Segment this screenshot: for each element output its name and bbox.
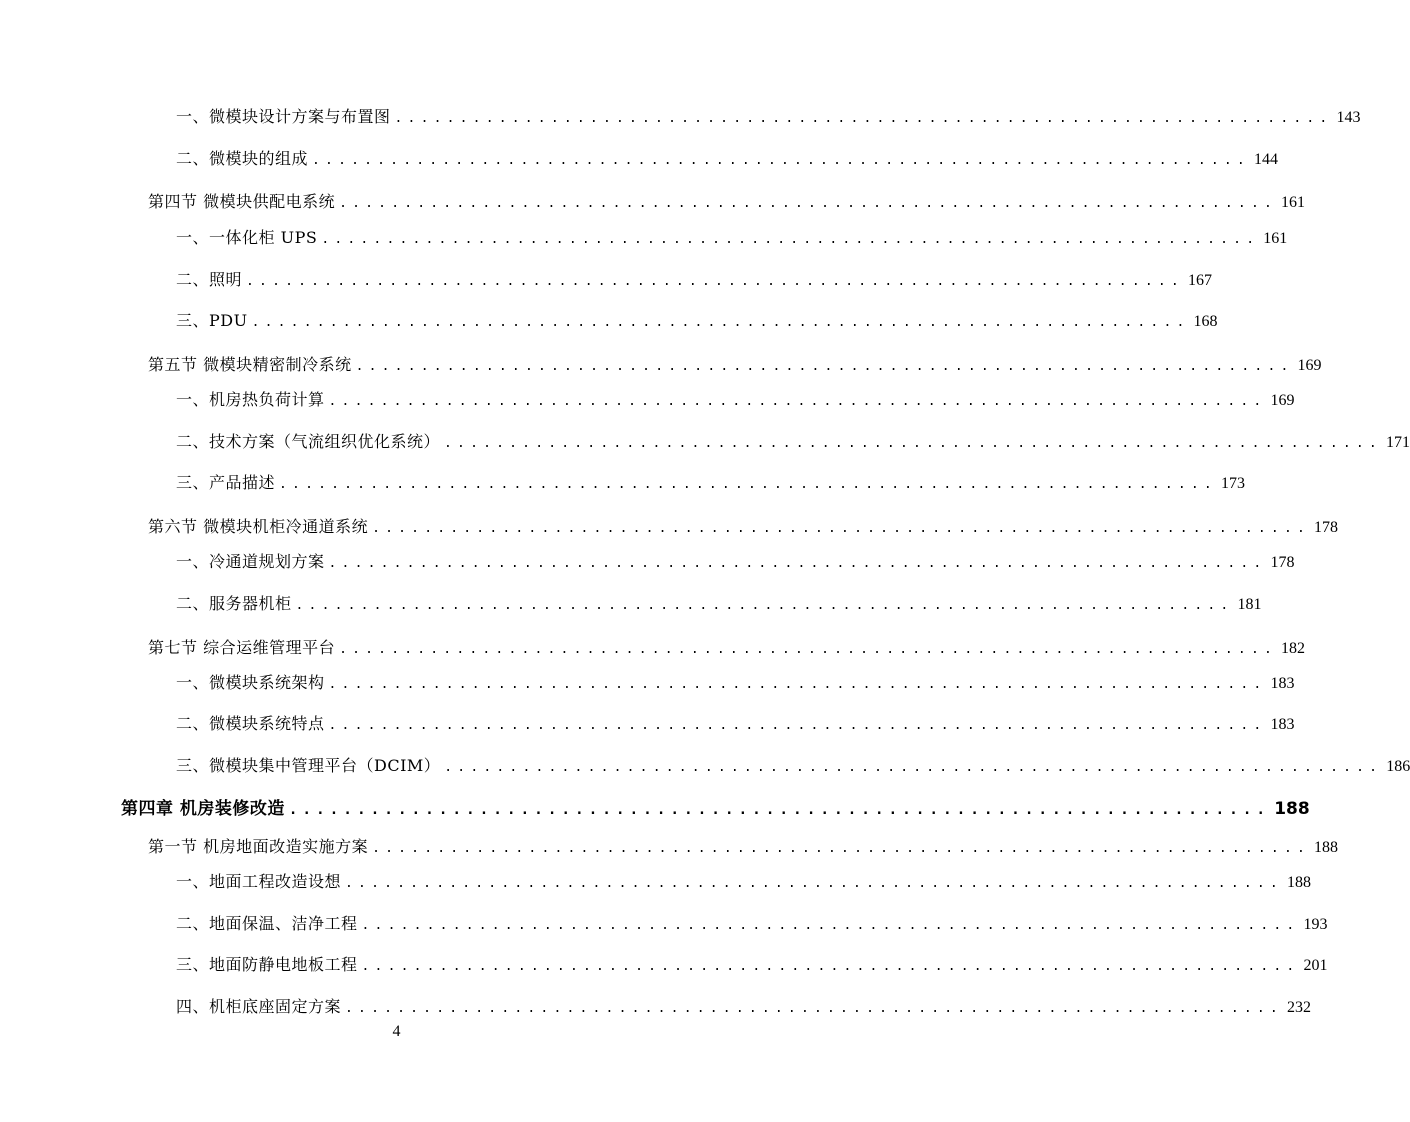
toc-entry-page: 161 [1263, 230, 1288, 247]
toc-entry-label: 第四章 机房装修改造 [121, 799, 285, 819]
toc-entry[interactable] [176, 997, 1311, 1019]
toc-entry[interactable] [176, 107, 1361, 129]
toc-entry-label: 二、照明 [176, 270, 243, 289]
toc-entry-label: 二、微模块的组成 [176, 149, 309, 168]
toc-entry-page: 169 [1270, 392, 1295, 409]
toc-entry-label: 第五节 微模块精密制冷系统 [148, 355, 352, 374]
toc-entry-label: 一、一体化柜 UPS [176, 228, 318, 247]
toc-leader-dots: ........................................................................ [355, 359, 1294, 374]
toc-entry-page: 182 [1281, 640, 1306, 657]
toc-entry[interactable] [176, 673, 1295, 695]
toc-leader-dots: ........................................................................ [328, 394, 1267, 409]
toc-entry-page: 188 [1314, 839, 1339, 856]
toc-entry-page: 144 [1253, 151, 1278, 168]
toc-entry-label: 三、产品描述 [176, 473, 276, 492]
toc-entry-label: 二、微模块系统特点 [176, 714, 325, 733]
toc-entry[interactable] [176, 473, 1245, 495]
toc-entry-label: 一、冷通道规划方案 [176, 552, 325, 571]
toc-entry[interactable] [176, 390, 1295, 412]
toc-leader-dots: ........................................................................ [339, 642, 1278, 657]
toc-entry-label: 三、微模块集中管理平台（DCIM） [176, 756, 441, 775]
toc-entry-label: 三、地面防静电地板工程 [176, 955, 358, 974]
toc-entry[interactable] [176, 149, 1278, 171]
toc-entry-page: 181 [1237, 596, 1262, 613]
toc-entry[interactable] [121, 799, 1310, 820]
toc-entry[interactable] [148, 837, 1339, 859]
toc-entry[interactable] [176, 311, 1218, 333]
toc-entry-label: 第七节 综合运维管理平台 [148, 638, 336, 657]
toc-leader-dots: ........................................................................ [288, 802, 1271, 818]
toc-entry-label: 一、微模块设计方案与布置图 [176, 107, 391, 126]
toc-entry-label: 一、微模块系统架构 [176, 673, 325, 692]
toc-entry[interactable] [148, 517, 1339, 539]
toc-entry-label: 一、地面工程改造设想 [176, 872, 342, 891]
toc-leader-dots: ........................................................................ [345, 876, 1283, 891]
toc-entry[interactable] [176, 872, 1311, 894]
toc-entry-page: 193 [1303, 916, 1328, 933]
toc-entry[interactable] [176, 914, 1328, 936]
toc-leader-dots: ........................................................................ [279, 477, 1217, 492]
toc-leader-dots: ........................................................................ [321, 232, 1260, 247]
toc-entry-label: 第六节 微模块机柜冷通道系统 [148, 517, 369, 536]
toc-leader-dots: ........................................................................ [328, 718, 1267, 733]
toc-entry-page: 167 [1187, 272, 1212, 289]
toc-entry[interactable] [176, 714, 1295, 736]
toc-entry-label: 第一节 机房地面改造实施方案 [148, 837, 369, 856]
toc-leader-dots: ........................................................................ [312, 153, 1250, 168]
toc-entry-page: 178 [1270, 554, 1295, 571]
toc-entry-page: 201 [1303, 957, 1328, 974]
toc-entry-page: 186 [1386, 758, 1410, 775]
toc-entry[interactable] [176, 228, 1288, 250]
toc-leader-dots: ........................................................................ [339, 196, 1278, 211]
toc-entry[interactable] [176, 955, 1328, 977]
toc-entry[interactable] [176, 432, 1410, 454]
toc-leader-dots: ........................................................................ [361, 918, 1300, 933]
toc-entry-page: 143 [1336, 109, 1361, 126]
toc-entry[interactable] [176, 594, 1262, 616]
toc-entry-label: 二、技术方案（气流组织优化系统） [176, 432, 441, 451]
toc-entry-page: 171 [1385, 434, 1410, 451]
toc-leader-dots: ........................................................................ [372, 521, 1311, 536]
toc-entry[interactable] [176, 270, 1212, 292]
toc-entry[interactable] [176, 552, 1295, 574]
toc-leader-dots: ........................................................................ [444, 436, 1382, 451]
toc-entry[interactable] [148, 355, 1322, 377]
toc-entry-label: 第四节 微模块供配电系统 [148, 192, 336, 211]
toc-leader-dots: ........................................................................ [444, 760, 1383, 775]
toc-entry-label: 三、PDU [176, 311, 248, 330]
toc-entry[interactable] [148, 192, 1306, 214]
toc-leader-dots: ........................................................................ [328, 677, 1267, 692]
toc-entry-page: 188 [1274, 799, 1310, 819]
toc-entry-label: 二、服务器机柜 [176, 594, 292, 613]
toc-leader-dots: ........................................................................ [372, 841, 1311, 856]
toc-entry[interactable] [148, 638, 1306, 660]
toc-leader-dots: ........................................................................ [246, 274, 1184, 289]
toc-entry-label: 四、机柜底座固定方案 [176, 997, 342, 1016]
page-number: 4 [392, 1023, 401, 1040]
toc-entry-page: 183 [1270, 675, 1295, 692]
toc-entry-page: 173 [1220, 475, 1245, 492]
toc-entry-page: 188 [1286, 874, 1311, 891]
toc-entry-page: 161 [1281, 194, 1306, 211]
toc-entry-page: 183 [1270, 716, 1295, 733]
toc-entry-label: 二、地面保温、洁净工程 [176, 914, 358, 933]
toc-entry-page: 169 [1297, 357, 1322, 374]
toc-entry-page: 168 [1193, 313, 1218, 330]
toc-leader-dots: ........................................................................ [328, 556, 1267, 571]
toc-entry[interactable] [176, 756, 1410, 778]
toc-leader-dots: ........................................................................ [295, 598, 1234, 613]
toc-leader-dots: ........................................................................ [394, 111, 1333, 126]
toc-leader-dots: ........................................................................ [251, 315, 1190, 330]
toc-entry-page: 178 [1314, 519, 1339, 536]
toc-entry-page: 232 [1286, 999, 1311, 1016]
toc-leader-dots: ........................................................................ [345, 1001, 1283, 1016]
toc-entry-label: 一、机房热负荷计算 [176, 390, 325, 409]
toc-leader-dots: ........................................................................ [361, 959, 1300, 974]
